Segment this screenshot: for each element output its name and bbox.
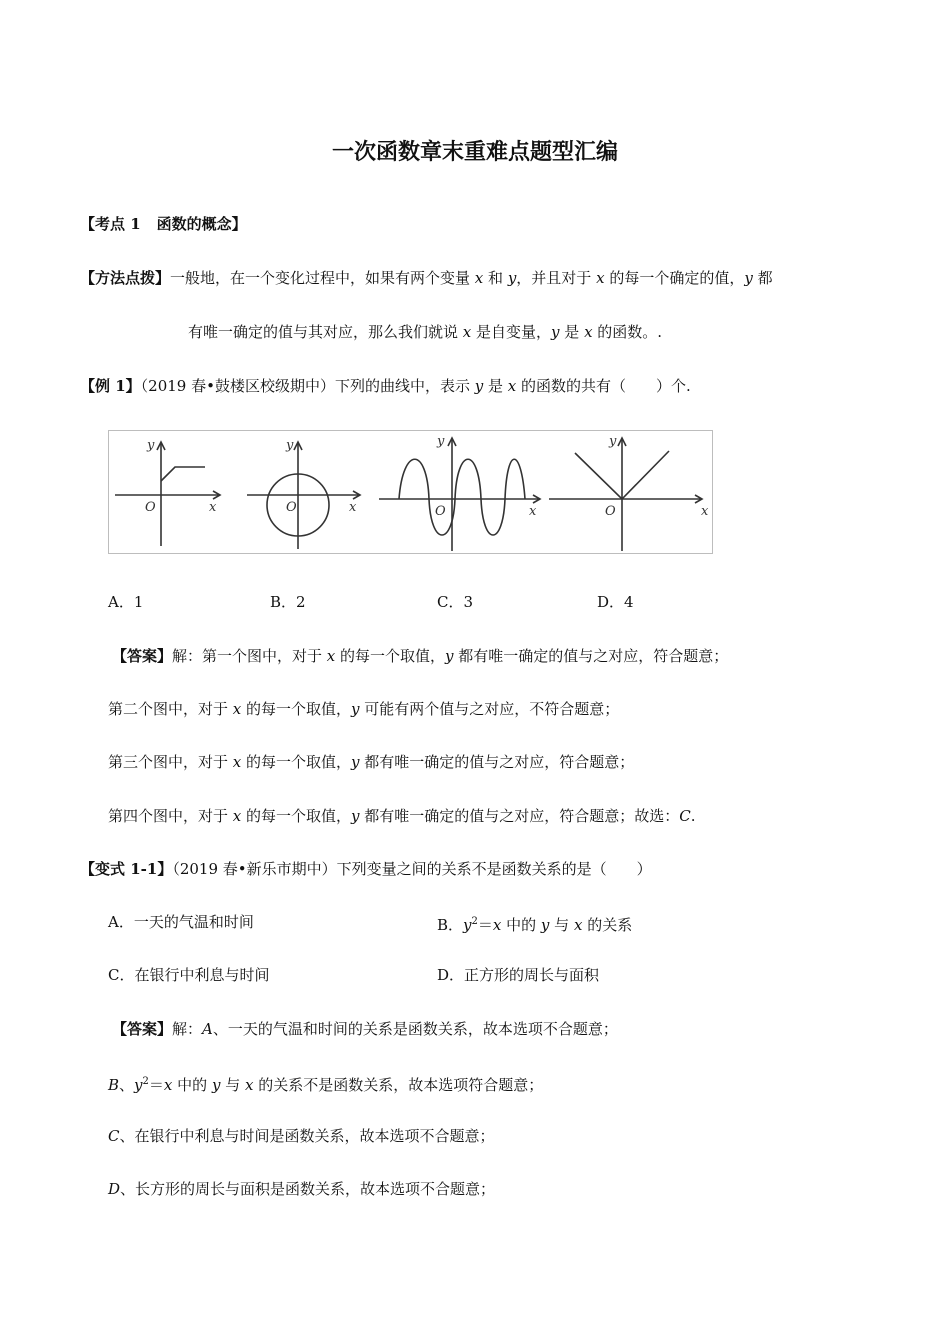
example-1-answer-line-3: 第三个图中，对于 x 的每一个取值，y 都有唯一确定的值与之对应，符合题意； (108, 753, 635, 771)
answer-label: 【答案】 (112, 647, 173, 665)
variant-1-1-option-c: C．在银行中利息与时间 (108, 966, 270, 984)
graphs-svg (109, 431, 712, 553)
graph-1-y-label: y (147, 438, 155, 453)
variant-1-1-option-b: B．$y^2=x$ 中的 y 与 x 的关系 (437, 916, 633, 934)
example-1-answer-line-2: 第二个图中，对于 x 的每一个取值，y 可能有两个值与之对应，不符合题意； (108, 700, 620, 718)
graph-4-origin-label: O (605, 504, 616, 519)
graph-1-origin-label: O (145, 500, 156, 515)
variant-1-1-option-a: A．一天的气温和时间 (108, 913, 254, 931)
graph-2-y-label: y (286, 438, 294, 453)
page-title: 一次函数章末重难点题型汇编 (331, 140, 618, 165)
variant-1-1-answer-line-1: 【答案】解：A、一天的气温和时间的关系是函数关系，故本选项不合题意； (112, 1020, 618, 1038)
example-1-option-d: D．4 (597, 593, 634, 611)
example-1-answer-line-1: 【答案】解：第一个图中，对于 x 的每一个取值，y 都有唯一确定的值与之对应，符合题意； (112, 647, 729, 665)
method-line-2: 有唯一确定的值与其对应，那么我们就说 x 是自变量，y 是 x 的函数。. (188, 323, 663, 341)
example-1-graphs-figure (108, 430, 713, 554)
answer-label: 【答案】 (112, 1020, 173, 1038)
method-line-1: 【方法点拨】一般地，在一个变化过程中，如果有两个变量 x 和 y，并且对于 x 的每一个确定的值，y 都 (80, 269, 773, 287)
example-1-option-b: B．2 (270, 593, 306, 611)
graph-4-absolute-value (549, 438, 702, 551)
variant-1-1-question: 【变式 1-1】（2019 春•新乐市期中）下列变量之间的关系不是函数关系的是（ ） (80, 860, 652, 878)
graph-3-curve (399, 459, 525, 535)
graph-1-step-function (115, 442, 220, 546)
graph-3-x-label: x (529, 504, 537, 519)
variant-1-1-answer-line-4: D、长方形的周长与面积是函数关系，故本选项不合题意； (108, 1180, 496, 1198)
section-title: 函数的概念】 (156, 215, 247, 233)
graph-3-origin-label: O (435, 504, 446, 519)
variant-1-1-option-d: D．正方形的周长与面积 (437, 966, 600, 984)
graph-2-circle (247, 442, 360, 549)
graph-4-x-label: x (701, 504, 709, 519)
variant-label: 【变式 1-1】 (80, 860, 173, 878)
section-label: 【考点 1 (80, 215, 141, 233)
example-1-question: 【例 1】（2019 春•鼓楼区校级期中）下列的曲线中，表示 y 是 x 的函数的共有（ ）个. (80, 377, 691, 395)
example-1-option-c: C．3 (437, 593, 474, 611)
graph-4-y-label: y (609, 434, 617, 449)
variant-1-1-answer-line-2: B、$y^2=x$ 中的 y 与 x 的关系不是函数关系，故本选项符合题意； (108, 1076, 544, 1094)
graph-2-x-label: x (349, 500, 357, 515)
example-1-option-a: A．1 (108, 593, 144, 611)
method-label: 【方法点拨】 (80, 269, 171, 287)
graph-1-x-label: x (209, 500, 217, 515)
variant-1-1-answer-line-3: C、在银行中利息与时间是函数关系，故本选项不合题意； (108, 1127, 495, 1145)
section-heading-kaodian-1 (80, 214, 247, 234)
graph-2-origin-label: O (286, 500, 297, 515)
example-1-answer-line-4: 第四个图中，对于 x 的每一个取值，y 都有唯一确定的值与之对应，符合题意；故选：C. (108, 807, 696, 825)
graph-3-y-label: y (437, 434, 445, 449)
example-label: 【例 1】 (80, 377, 141, 395)
graph-1-curve (161, 467, 205, 481)
graph-3-wave (379, 438, 540, 551)
